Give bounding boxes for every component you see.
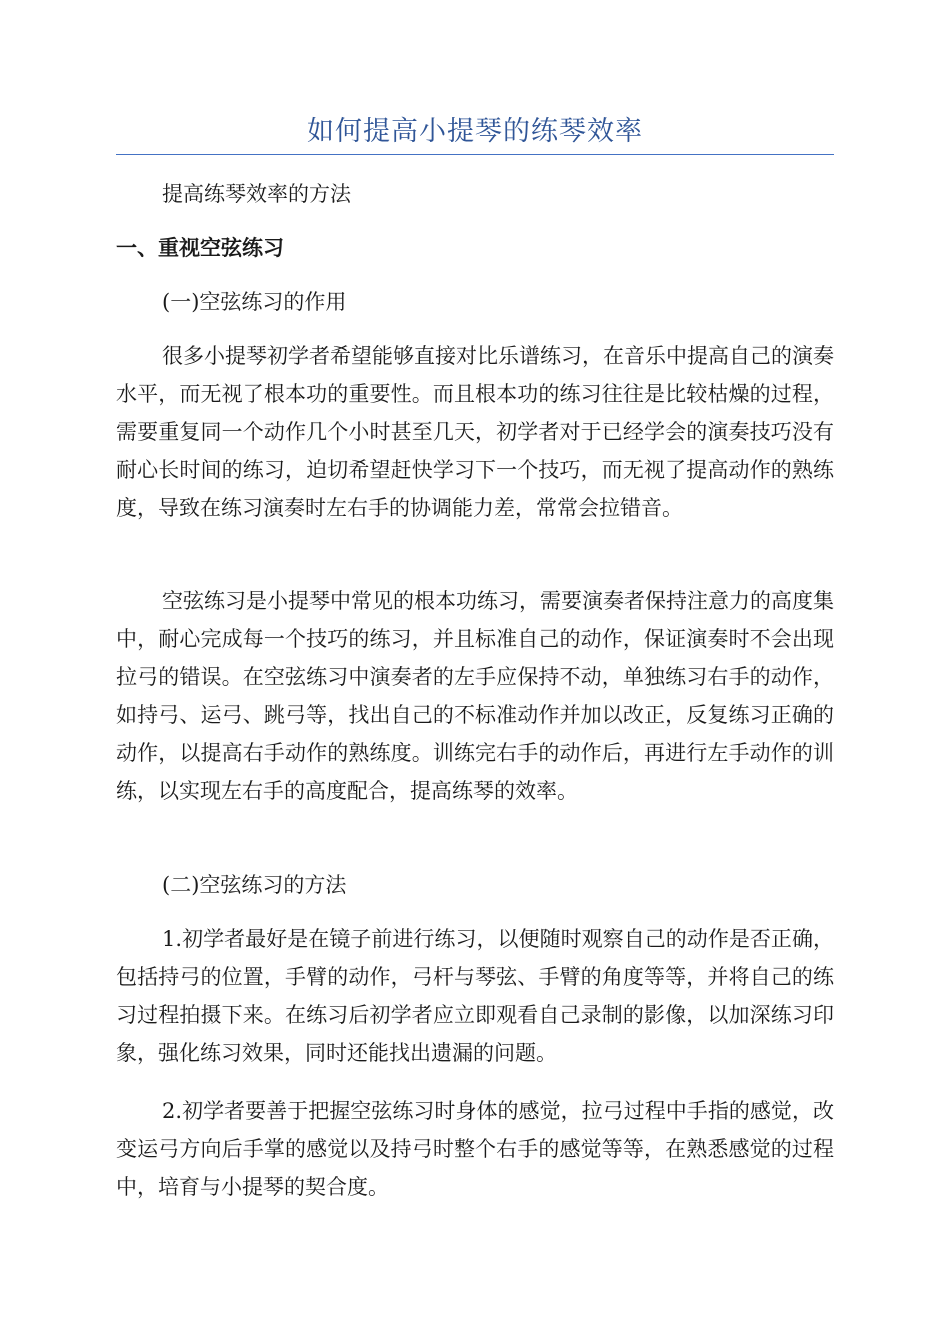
subsection-heading-2: (二)空弦练习的方法 (162, 873, 347, 897)
body-paragraph-1: 很多小提琴初学者希望能够直接对比乐谱练习，在音乐中提高自己的演奏水平，而无视了根本功的重要性。而且根本功的练习往往是比较枯燥的过程，需要重复同一个动作几个小时甚至几天，初学者对于已经学会的演奏技巧没有耐心长时间的练习，迫切希望赶快学习下一个技巧，而无视了提高动作的熟练度，导致在练习演奏时左右手的协调能力差，常常会拉错音。 (116, 344, 834, 520)
title-underline (116, 154, 834, 155)
section-heading-1: 一、重视空弦练习 (116, 236, 284, 260)
body-paragraph-2: 空弦练习是小提琴中常见的根本功练习，需要演奏者保持注意力的高度集中，耐心完成每一个技巧的练习，并且标准自己的动作，保证演奏时不会出现拉弓的错误。在空弦练习中演奏者的左手应保持不动，单独练习右手的动作，如持弓、运弓、跳弓等，找出自己的不标准动作并加以改正，反复练习正确的动作，以提高右手动作的熟练度。训练完右手的动作后，再进行左手动作的训练，以实现左右手的高度配合，提高练琴的效率。 (116, 589, 834, 803)
intro-paragraph: 提高练琴效率的方法 (162, 182, 351, 206)
body-paragraph-4: 2.初学者要善于把握空弦练习时身体的感觉，拉弓过程中手指的感觉，改变运弓方向后手掌的感觉以及持弓时整个右手的感觉等等，在熟悉感觉的过程中，培育与小提琴的契合度。 (116, 1099, 834, 1199)
document-title: 如何提高小提琴的练琴效率 (307, 116, 643, 147)
subsection-heading-1: (一)空弦练习的作用 (162, 290, 347, 314)
body-paragraph-3: 1.初学者最好是在镜子前进行练习，以便随时观察自己的动作是否正确，包括持弓的位置，手臂的动作，弓杆与琴弦、手臂的角度等等，并将自己的练习过程拍摄下来。在练习后初学者应立即观看自己录制的影像，以加深练习印象，强化练习效果，同时还能找出遗漏的问题。 (116, 927, 834, 1065)
